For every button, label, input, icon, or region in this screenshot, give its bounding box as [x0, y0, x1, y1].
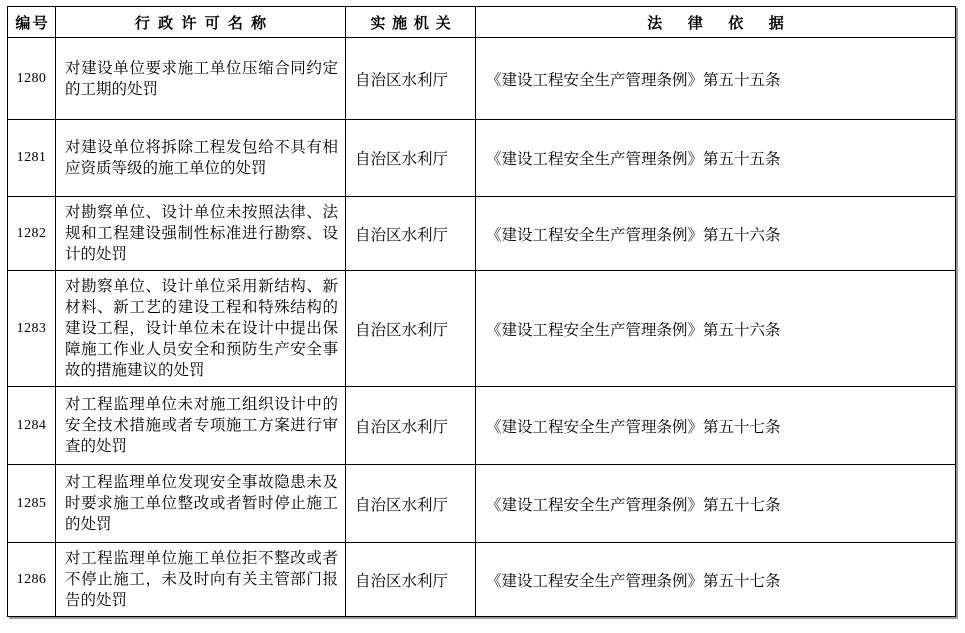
cell-legal: 《建设工程安全生产管理条例》第五十七条	[476, 387, 956, 465]
header-name: 行政许可名称	[56, 7, 346, 38]
cell-name: 对工程监理单位未对施工组织设计中的安全技术措施或者专项施工方案进行审查的处罚	[56, 387, 346, 465]
cell-agency: 自治区水利厅	[346, 465, 476, 543]
cell-agency: 自治区水利厅	[346, 38, 476, 120]
table-row	[8, 271, 956, 387]
table-row	[8, 38, 956, 120]
cell-no: 1286	[8, 543, 56, 617]
header-agency: 实施机关	[346, 7, 476, 38]
table-row	[8, 197, 956, 271]
cell-no: 1281	[8, 120, 56, 197]
cell-legal: 《建设工程安全生产管理条例》第五十五条	[476, 120, 956, 197]
cell-legal: 《建设工程安全生产管理条例》第五十七条	[476, 543, 956, 617]
admin-penalty-table	[7, 6, 956, 617]
cell-legal: 《建设工程安全生产管理条例》第五十六条	[476, 197, 956, 271]
cell-legal: 《建设工程安全生产管理条例》第五十六条	[476, 271, 956, 387]
cell-name: 对建设单位要求施工单位压缩合同约定的工期的处罚	[56, 38, 346, 120]
header-legal: 法律依据	[476, 7, 956, 38]
cell-name: 对勘察单位、设计单位未按照法律、法规和工程建设强制性标准进行勘察、设计的处罚	[56, 197, 346, 271]
table-row	[8, 120, 956, 197]
header-no: 编号	[8, 7, 56, 38]
table-header-row	[8, 7, 956, 38]
cell-no: 1283	[8, 271, 56, 387]
cell-name: 对工程监理单位施工单位拒不整改或者不停止施工，未及时向有关主管部门报告的处罚	[56, 543, 346, 617]
cell-no: 1284	[8, 387, 56, 465]
cell-no: 1280	[8, 38, 56, 120]
cell-no: 1282	[8, 197, 56, 271]
cell-name: 对勘察单位、设计单位采用新结构、新材料、新工艺的建设工程和特殊结构的建设工程，设计单位未在设计中提出保障施工作业人员安全和预防生产安全事故的措施建议的处罚	[56, 271, 346, 387]
cell-agency: 自治区水利厅	[346, 271, 476, 387]
cell-agency: 自治区水利厅	[346, 387, 476, 465]
cell-name: 对建设单位将拆除工程发包给不具有相应资质等级的施工单位的处罚	[56, 120, 346, 197]
cell-legal: 《建设工程安全生产管理条例》第五十五条	[476, 38, 956, 120]
cell-no: 1285	[8, 465, 56, 543]
cell-legal: 《建设工程安全生产管理条例》第五十七条	[476, 465, 956, 543]
table-row	[8, 465, 956, 543]
cell-agency: 自治区水利厅	[346, 120, 476, 197]
cell-agency: 自治区水利厅	[346, 543, 476, 617]
table-row	[8, 543, 956, 617]
cell-agency: 自治区水利厅	[346, 197, 476, 271]
table-row	[8, 387, 956, 465]
cell-name: 对工程监理单位发现安全事故隐患未及时要求施工单位整改或者暂时停止施工的处罚	[56, 465, 346, 543]
